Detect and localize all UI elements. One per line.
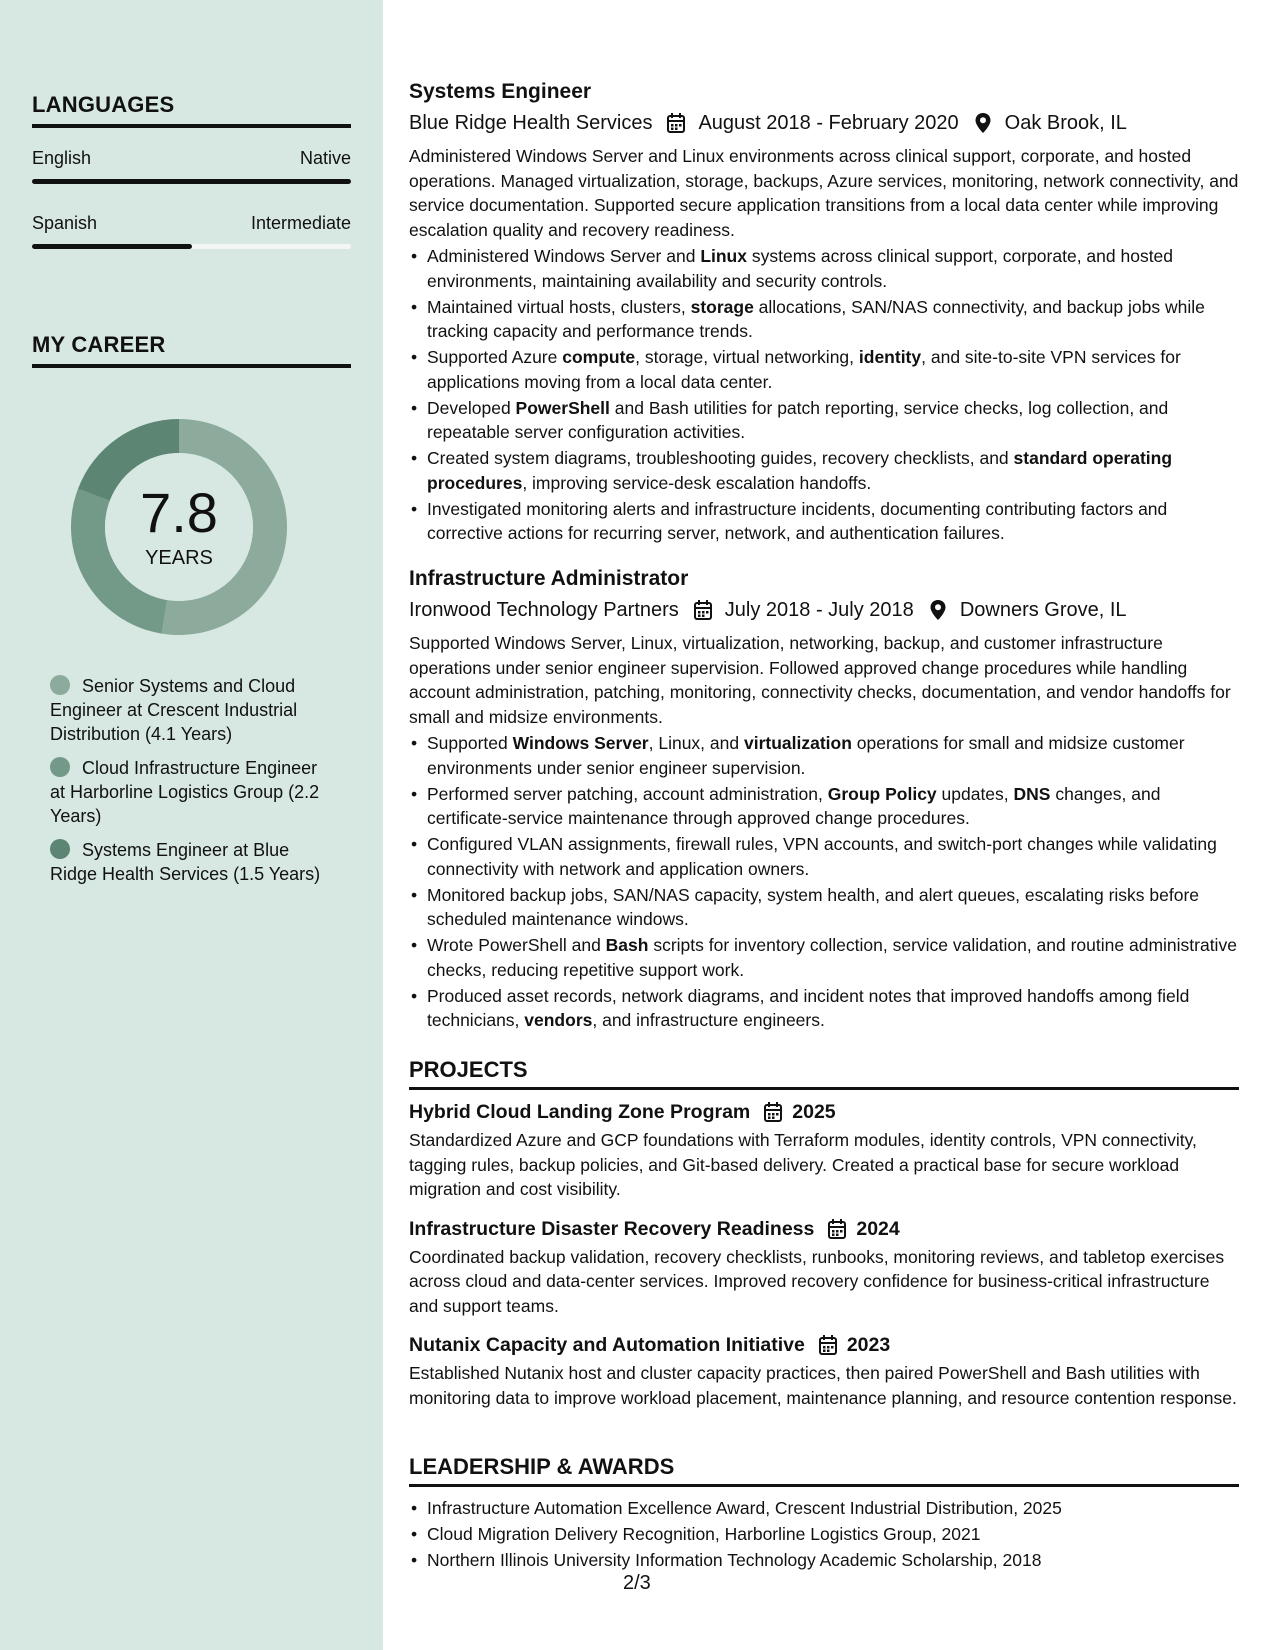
- language-level: Native: [299, 148, 351, 168]
- job-bullet: • Monitored backup jobs, SAN/NAS capacity, system health, and alert queues, escalating risks before scheduled maintenance windows.: [409, 883, 1239, 932]
- language-proficiency-fill: [32, 179, 351, 184]
- job-bullet: • Performed server patching, account administration, Group Policy updates, DNS changes, and certificate-service maintenance through approved change procedures.: [409, 782, 1239, 831]
- calendar-icon: [817, 1334, 839, 1356]
- project-title-row: [409, 1216, 1239, 1242]
- award-item: • Northern Illinois University Information Technology Academic Scholarship, 2018: [409, 1548, 1239, 1573]
- project-description: Established Nutanix host and cluster capacity practices, then paired PowerShell and Bash utilities with monitoring data to improve workload placement, maintenance planning, and resource contention response.: [409, 1363, 1237, 1408]
- languages-heading: LANGUAGES: [32, 92, 351, 128]
- legend-item: [50, 838, 330, 886]
- job-meta: [409, 596, 1239, 624]
- languages-section: [32, 92, 351, 249]
- donut-center: [64, 412, 294, 642]
- company-name: Blue Ridge Health Services: [409, 112, 653, 134]
- job-bullet: • Configured VLAN assignments, firewall rules, VPN accounts, and switch-port changes while validating connectivity with network and application owners.: [409, 832, 1239, 881]
- job-summary: Supported Windows Server, Linux, virtualization, networking, backup, and customer infrastructure operations under senior engineer supervision. Followed approved change procedures while handling account administration, patching, monitoring, connectivity checks, documentation, and vendor handoffs for small and midsize environments.: [409, 633, 1231, 727]
- map-pin-icon: [926, 598, 950, 622]
- job-title: Infrastructure Administrator: [409, 567, 689, 590]
- job-bullet: • Produced asset records, network diagrams, and incident notes that improved handoffs among field technicians, vendors, and infrastructure engineers.: [409, 984, 1239, 1033]
- job-dates: July 2018 - July 2018: [724, 599, 914, 621]
- language-level: Intermediate: [250, 213, 351, 233]
- language-name: English: [32, 148, 92, 168]
- language-row: [32, 148, 351, 169]
- page-number: 2/3: [623, 1572, 651, 1594]
- project-title-row: [409, 1099, 1239, 1125]
- calendar-icon: [664, 111, 688, 135]
- language-row: [32, 213, 351, 234]
- project-year: 2025: [792, 1101, 836, 1123]
- legend-label: Systems Engineer at Blue Ridge Health Services (1.5 Years): [50, 840, 321, 884]
- job-bullet: • Administered Windows Server and Linux systems across clinical support, corporate, and hosted environments, maintaining availability and security controls.: [409, 244, 1239, 293]
- sidebar: [0, 0, 383, 1650]
- project-description: Coordinated backup validation, recovery checklists, runbooks, monitoring reviews, and tabletop exercises across cloud and data-center services. Improved recovery confidence for business-critical infrastructure and support teams.: [409, 1246, 1225, 1316]
- project-entry: [409, 1332, 1239, 1410]
- legend-label: Cloud Infrastructure Engineer at Harborline Logistics Group (2.2 Years): [50, 758, 320, 826]
- job-meta: [409, 109, 1239, 137]
- project-year: 2023: [846, 1334, 891, 1356]
- job-bullet: • Investigated monitoring alerts and infrastructure incidents, documenting contributing factors and corrective actions for recurring server, network, and authentication failures.: [409, 497, 1239, 546]
- job-bullet: • Created system diagrams, troubleshooting guides, recovery checklists, and standard operating procedures, improving service-desk escalation handoffs.: [409, 446, 1239, 495]
- awards-list: [409, 1496, 1239, 1573]
- job-bullet: • Wrote PowerShell and Bash scripts for inventory collection, service validation, and routine administrative checks, reducing repetitive support work.: [409, 933, 1239, 982]
- experience-entry: [409, 79, 1239, 547]
- legend-dot-icon: [50, 839, 70, 859]
- project-title: Hybrid Cloud Landing Zone Program: [409, 1101, 751, 1123]
- project-description: Standardized Azure and GCP foundations with Terraform modules, identity controls, VPN connectivity, tagging rules, backup policies, and Git-based delivery. Created a practical base for secure workload migration and cost visibility.: [409, 1130, 1197, 1199]
- job-bullet: • Supported Windows Server, Linux, and virtualization operations for small and midsize customer environments under senior engineer supervision.: [409, 731, 1239, 780]
- awards-heading: LEADERSHIP & AWARDS: [409, 1454, 1239, 1487]
- project-title: Nutanix Capacity and Automation Initiative: [409, 1334, 805, 1356]
- legend-label: Senior Systems and Cloud Engineer at Crescent Industrial Distribution (4.1 Years): [50, 676, 298, 744]
- job-bullet: • Maintained virtual hosts, clusters, storage allocations, SAN/NAS connectivity, and backup jobs while tracking capacity and performance trends.: [409, 295, 1239, 344]
- projects-section: [409, 1057, 1239, 1410]
- career-heading: MY CAREER: [32, 332, 351, 368]
- award-item: • Infrastructure Automation Excellence Award, Crescent Industrial Distribution, 2025: [409, 1496, 1239, 1521]
- project-year: 2024: [856, 1217, 900, 1240]
- legend-dot-icon: [50, 757, 70, 777]
- legend-item: [50, 756, 330, 828]
- project-title-row: [409, 1332, 1239, 1358]
- project-title: Infrastructure Disaster Recovery Readiness: [409, 1217, 815, 1240]
- job-bullet: • Supported Azure compute, storage, virtual networking, identity, and site-to-site VPN services for applications moving from a local data center.: [409, 345, 1239, 394]
- job-bullets: [409, 244, 1239, 546]
- language-name: Spanish: [32, 213, 98, 233]
- legend-dot-icon: [50, 675, 70, 695]
- career-total-years: 7.8: [140, 480, 218, 544]
- awards-section: [409, 1454, 1239, 1574]
- job-title: Systems Engineer: [409, 80, 592, 103]
- job-location: Downers Grove, IL: [959, 599, 1127, 621]
- project-entry: [409, 1216, 1239, 1319]
- map-pin-icon: [971, 111, 995, 135]
- legend-item: [50, 674, 330, 746]
- job-location: Oak Brook, IL: [1004, 112, 1127, 134]
- language-proficiency-bar: [32, 179, 351, 184]
- projects-heading: PROJECTS: [409, 1057, 1239, 1090]
- calendar-icon: [826, 1218, 848, 1240]
- award-item: • Cloud Migration Delivery Recognition, Harborline Logistics Group, 2021: [409, 1522, 1239, 1547]
- language-proficiency-fill: [32, 244, 192, 249]
- career-total-unit: YEARS: [145, 546, 213, 569]
- career-donut-chart: [64, 412, 294, 642]
- job-bullet: • Developed PowerShell and Bash utilities for patch reporting, service checks, log collection, and repeatable server configuration activities.: [409, 396, 1239, 445]
- calendar-icon: [762, 1101, 784, 1123]
- company-name: Ironwood Technology Partners: [409, 599, 679, 621]
- calendar-icon: [691, 598, 715, 622]
- career-section: [32, 332, 351, 368]
- job-dates: August 2018 - February 2020: [698, 112, 959, 134]
- language-proficiency-bar: [32, 244, 351, 249]
- job-bullets: [409, 731, 1239, 1033]
- job-summary: Administered Windows Server and Linux environments across clinical support, corporate, and hosted operations. Managed virtualization, storage, backups, Azure services, monitoring, network connectivity, and service documentation. Supported secure application transitions from a local data center while improving escalation quality and recovery readiness.: [409, 146, 1239, 240]
- main-content: [409, 0, 1239, 1650]
- experience-entry: [409, 566, 1239, 1034]
- project-entry: [409, 1099, 1239, 1202]
- career-legend: [50, 674, 330, 896]
